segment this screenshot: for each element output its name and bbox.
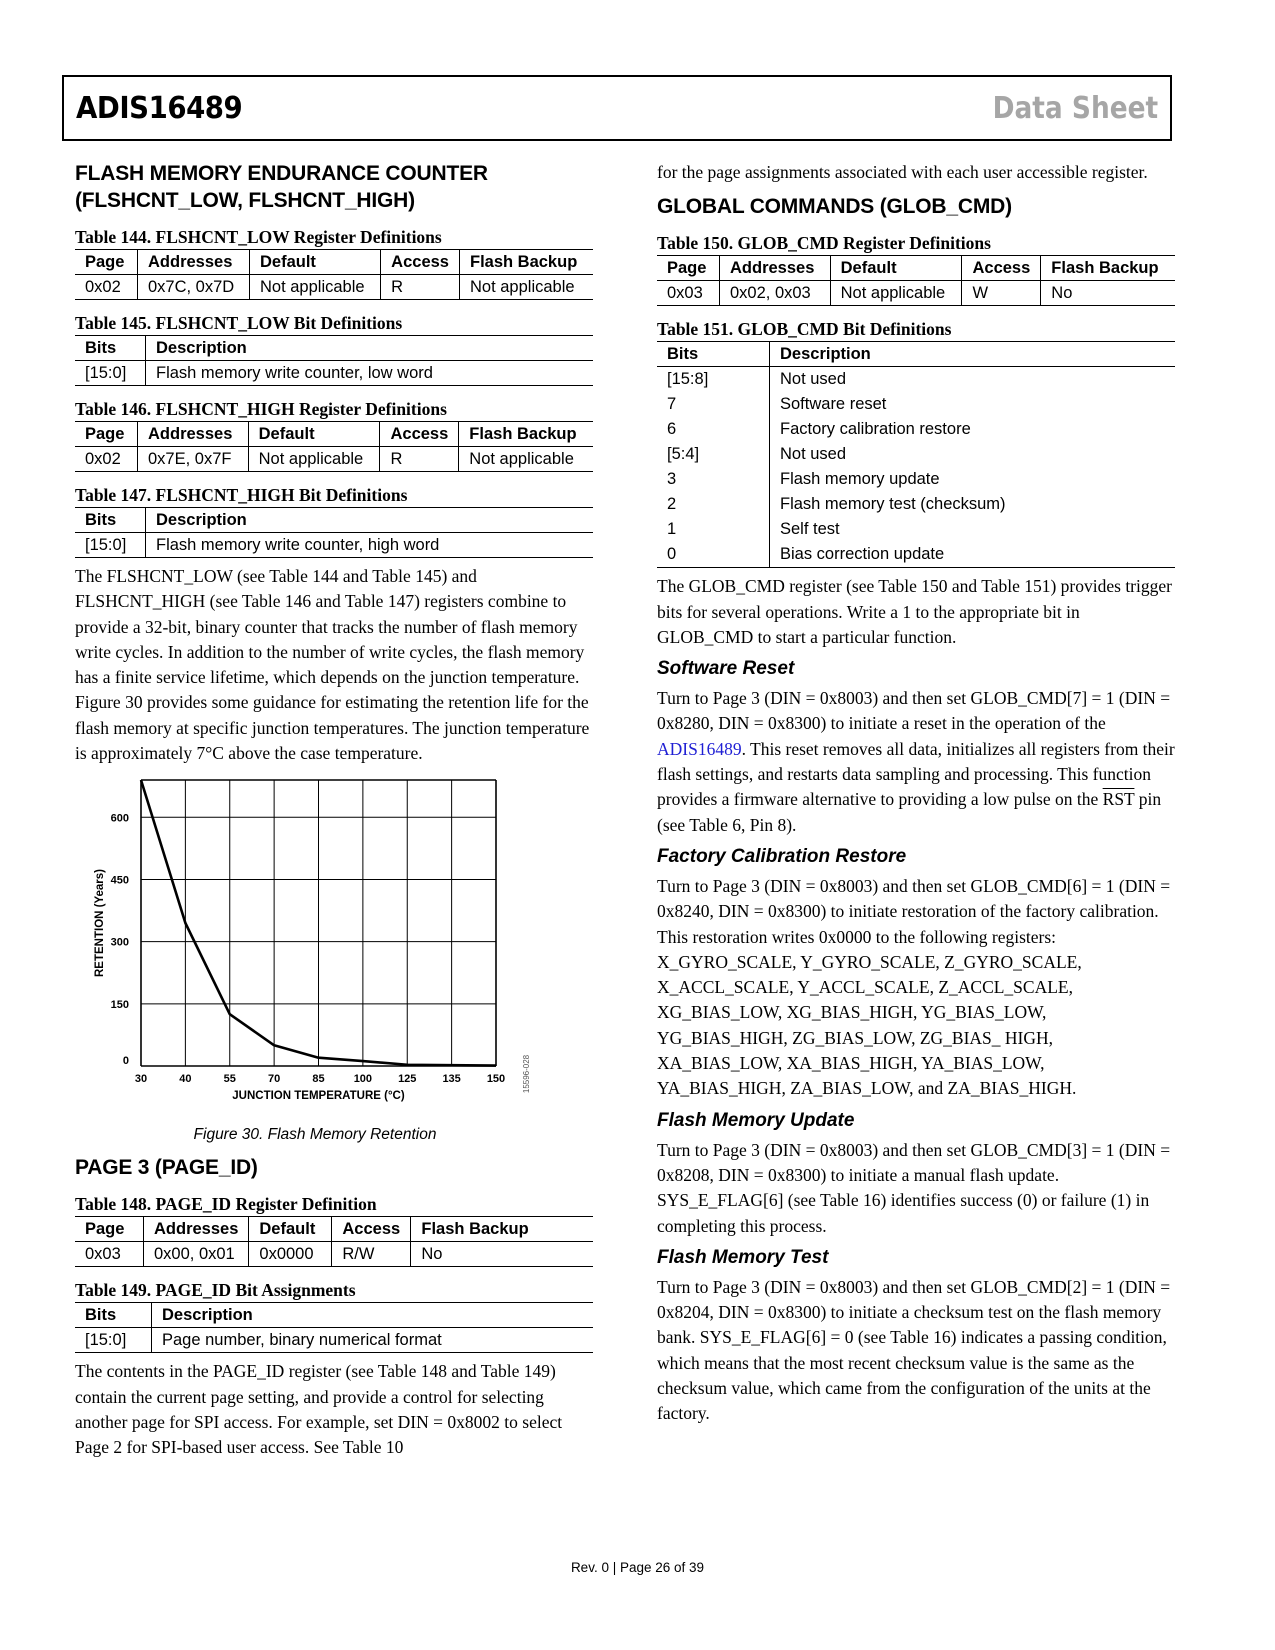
cell: 0x03 [75,1242,144,1267]
table-144-caption: Table 144. FLSHCNT_LOW Register Definitions [75,227,442,247]
doc-type: Data Sheet [992,91,1158,126]
table-row [657,392,1175,417]
cell: R [381,275,460,300]
table-146 [75,421,593,472]
table-151 [657,341,1175,568]
table-150 [657,255,1175,306]
col-header: Description [152,1303,594,1328]
section-title-glob-cmd: GLOBAL COMMANDS (GLOB_CMD) [657,195,1012,219]
col-header: Flash Backup [459,250,593,275]
table-146-caption: Table 146. FLSHCNT_HIGH Register Definitions [75,399,447,419]
flash-update-paragraph: Turn to Page 3 (DIN = 0x8003) and then set GLOB_CMD[3] = 1 (DIN = 0x8208, DIN = 0x8300) to initiate a manual flash update. SYS_E_FLAG[6] (see Table 16) identifies success (0) or failure (1) in completing this process. [657,1139,1171,1236]
page-assign-paragraph: for the page assignments associated with each user accessible register. [657,162,1148,182]
col-header: Flash Backup [1041,256,1175,281]
y-tick-label: 300 [110,937,129,950]
cell: Flash memory write counter, low word [146,361,594,386]
col-header: Access [962,256,1041,281]
cell: 3 [667,470,677,489]
table-row [657,467,1175,492]
rst-pin-label: $\overline{RST}$ [1102,789,1135,810]
cell: 1 [667,520,677,539]
col-header: Access [332,1217,411,1242]
col-header: Access [380,422,459,447]
cell: 0x02 [75,275,138,300]
cell: 0x02 [75,447,138,472]
cell: Flash memory update [770,467,1176,492]
cell: Bias correction update [770,542,1176,568]
col-header: Bits [75,1303,152,1328]
table-row [657,367,1175,393]
table-147-caption: Table 147. FLSHCNT_HIGH Bit Definitions [75,485,408,505]
table-145 [75,335,593,386]
left-column [75,160,593,1461]
x-tick-label: 55 [223,1073,236,1086]
table-149 [75,1302,593,1353]
x-tick-label: 30 [134,1073,148,1086]
col-header: Bits [75,336,146,361]
cell: 0x00, 0x01 [144,1242,249,1267]
col-header: Description [146,336,594,361]
cell: Not applicable [459,275,593,300]
table-row [75,533,593,558]
cell: Not applicable [250,275,381,300]
retention-chart [75,774,593,1124]
cell: Not applicable [830,281,962,306]
software-reset-paragraph [657,686,1175,838]
y-axis-label: RETENTION (Years) [94,869,106,978]
table-row [657,417,1175,442]
table-150-caption: Table 150. GLOB_CMD Register Definitions [657,233,991,254]
col-header: Bits [657,342,770,367]
cell: Factory calibration restore [770,417,1176,442]
y-tick-label: 0 [122,1055,129,1068]
cell: [15:8] [667,370,709,389]
cell: Not used [770,442,1176,467]
factory-calibration-paragraph: Turn to Page 3 (DIN = 0x8003) and then set GLOB_CMD[6] = 1 (DIN = 0x8240, DIN = 0x8300) to initiate restoration of the factory calibration. This restoration writes 0x0000 to the following registers: X_GYRO_SCALE, Y_GYRO_SCALE, Z_GYRO_SCALE, X_ACCL_SCALE, Y_ACCL_SCALE, Z_ACCL_SCALE, XG_BIAS_LOW, XG_BIAS_HIGH, YG_BIAS_LOW, YG_BIAS_HIGH, ZG_BIAS_LOW, ZG_BIAS_ HIGH, XA_BIAS_LOW, XA_BIAS_HIGH, YA_BIAS_LOW, YA_BIAS_HIGH, ZA_BIAS_LOW, and ZA_BIAS_HIGH. [657,875,1171,1099]
factory-calibration-heading: Factory Calibration Restore [657,845,907,867]
col-header: Flash Backup [459,422,593,447]
table-144 [75,249,593,300]
cell: 6 [667,420,677,439]
page-id-paragraph: The contents in the PAGE_ID register (see Table 148 and Table 149) contain the current page setting, and provide a control for selecting another page for SPI access. For example, set DIN = 0x8002 to select Page 2 for SPI-based user access. See Table 10 [75,1361,563,1458]
cell: Page number, binary numerical format [152,1328,594,1353]
flash-test-paragraph: Turn to Page 3 (DIN = 0x8003) and then set GLOB_CMD[2] = 1 (DIN = 0x8204, DIN = 0x8300) to initiate a checksum test on the flash memory bank. SYS_E_FLAG[6] = 0 (see Table 16) indicates a passing condition, which means that the most recent checksum value is the same as the checksum value, which came from the configuration of the units at the factory. [657,1276,1171,1424]
table-row [657,517,1175,542]
table-148-caption: Table 148. PAGE_ID Register Definition [75,1194,377,1215]
col-header: Addresses [144,1217,249,1242]
col-header: Default [830,256,962,281]
flash-update-heading: Flash Memory Update [657,1109,855,1131]
cell: 0x0000 [249,1242,332,1267]
text-span: . This reset removes all data, initializes all registers from their flash settings, and restarts data sampling and processing. This function provides a firmware alternative to providing a low pulse on the [657,738,1175,810]
page-header [62,75,1172,141]
cell: Self test [770,517,1176,542]
x-tick-label: 150 [486,1073,506,1086]
text-span: pin (see Table 6, Pin 8). [657,789,1162,835]
x-tick-label: 125 [398,1073,417,1086]
cell: [15:0] [75,361,146,386]
x-tick-label: 85 [312,1073,325,1086]
table-row [657,492,1175,517]
software-reset-heading: Software Reset [657,658,795,680]
cell: Flash memory write counter, high word [146,533,594,558]
col-header: Addresses [138,250,250,275]
y-tick-label: 450 [110,874,129,887]
page-footer: Rev. 0 | Page 26 of 39 [570,1560,705,1575]
x-tick-label: 40 [179,1073,192,1086]
col-header: Flash Backup [411,1217,593,1242]
cell: R/W [332,1242,411,1267]
y-tick-label: 150 [110,999,129,1012]
x-tick-label: 135 [442,1073,461,1086]
text-span: Turn to Page 3 (DIN = 0x8003) and then set GLOB_CMD[7] = 1 (DIN = 0x8280, DIN = 0x8300) to initiate a reset in the operation of the [657,688,1171,734]
table-row [75,1328,593,1353]
glob-cmd-paragraph: The GLOB_CMD register (see Table 150 and Table 151) provides trigger bits for several operations. Write a 1 to the appropriate bit in GLOB_CMD to start a particular function. [657,576,1172,647]
y-tick-label: 600 [110,812,129,825]
col-header: Page [75,250,138,275]
retention-figure [75,774,593,1124]
adis16489-link[interactable]: ADIS16489 [657,738,742,759]
cell: Not applicable [459,447,593,472]
col-header: Default [248,422,380,447]
col-header: Description [146,508,594,533]
cell: [15:0] [75,1328,152,1353]
x-tick-label: 100 [353,1073,373,1086]
flash-test-heading: Flash Memory Test [657,1246,829,1268]
table-147 [75,507,593,558]
cell: Flash memory test (checksum) [770,492,1176,517]
cell: 0 [657,542,770,568]
x-tick-label: 70 [268,1073,281,1086]
right-column [657,160,1175,1427]
table-149-caption: Table 149. PAGE_ID Bit Assignments [75,1280,356,1301]
section-title-flshcnt: FLASH MEMORY ENDURANCE COUNTER (FLSHCNT_LOW, FLSHCNT_HIGH) [75,162,488,212]
table-row [657,281,1175,306]
cell: 7 [667,395,677,414]
cell: 0x03 [657,281,720,306]
cell: 0x7E, 0x7F [138,447,249,472]
cell: 0x7C, 0x7D [138,275,250,300]
col-header: Default [249,1217,332,1242]
col-header: Access [381,250,460,275]
x-axis-label: JUNCTION TEMPERATURE (°C) [232,1090,405,1103]
cell: Not applicable [248,447,380,472]
col-header: Page [75,1217,144,1242]
table-row [657,442,1175,467]
flshcnt-paragraph: The FLSHCNT_LOW (see Table 144 and Table 145) and FLSHCNT_HIGH (see Table 146 and Table 147) registers combine to provide a 32-bit, binary counter that tracks the number of flash memory write cycles. In addition to the number of write cycles, the flash memory has a finite service lifetime, which depends on the junction temperature. Figure 30 provides some guidance for estimating the retention life for the flash memory at specific junction temperatures. The junction temperature is approximately 7°C above the case temperature. [75,566,590,764]
cell: 0x02, 0x03 [720,281,831,306]
cell: No [1041,281,1175,306]
cell: Not used [770,367,1176,393]
cell: 2 [667,495,677,514]
table-151-caption: Table 151. GLOB_CMD Bit Definitions [657,319,952,340]
product-name: ADIS16489 [76,91,243,126]
col-header: Default [250,250,381,275]
cell: No [411,1242,593,1267]
table-row [75,361,593,386]
cell: Software reset [770,392,1176,417]
table-row [75,1242,593,1267]
cell: W [962,281,1041,306]
table-148 [75,1216,593,1267]
figure-code: 15596-028 [522,1055,531,1094]
col-header: Bits [75,508,146,533]
col-header: Addresses [138,422,249,447]
table-row [657,542,1175,568]
table-row [75,447,593,472]
col-header: Page [75,422,138,447]
col-header: Addresses [720,256,831,281]
cell: [15:0] [75,533,146,558]
table-row [75,275,593,300]
table-145-caption: Table 145. FLSHCNT_LOW Bit Definitions [75,313,403,333]
figure-caption: Figure 30. Flash Memory Retention [193,1126,437,1144]
cell: [5:4] [667,445,700,464]
section-title-page-id: PAGE 3 (PAGE_ID) [75,1156,258,1180]
col-header: Description [770,342,1176,367]
col-header: Page [657,256,720,281]
cell: R [380,447,459,472]
